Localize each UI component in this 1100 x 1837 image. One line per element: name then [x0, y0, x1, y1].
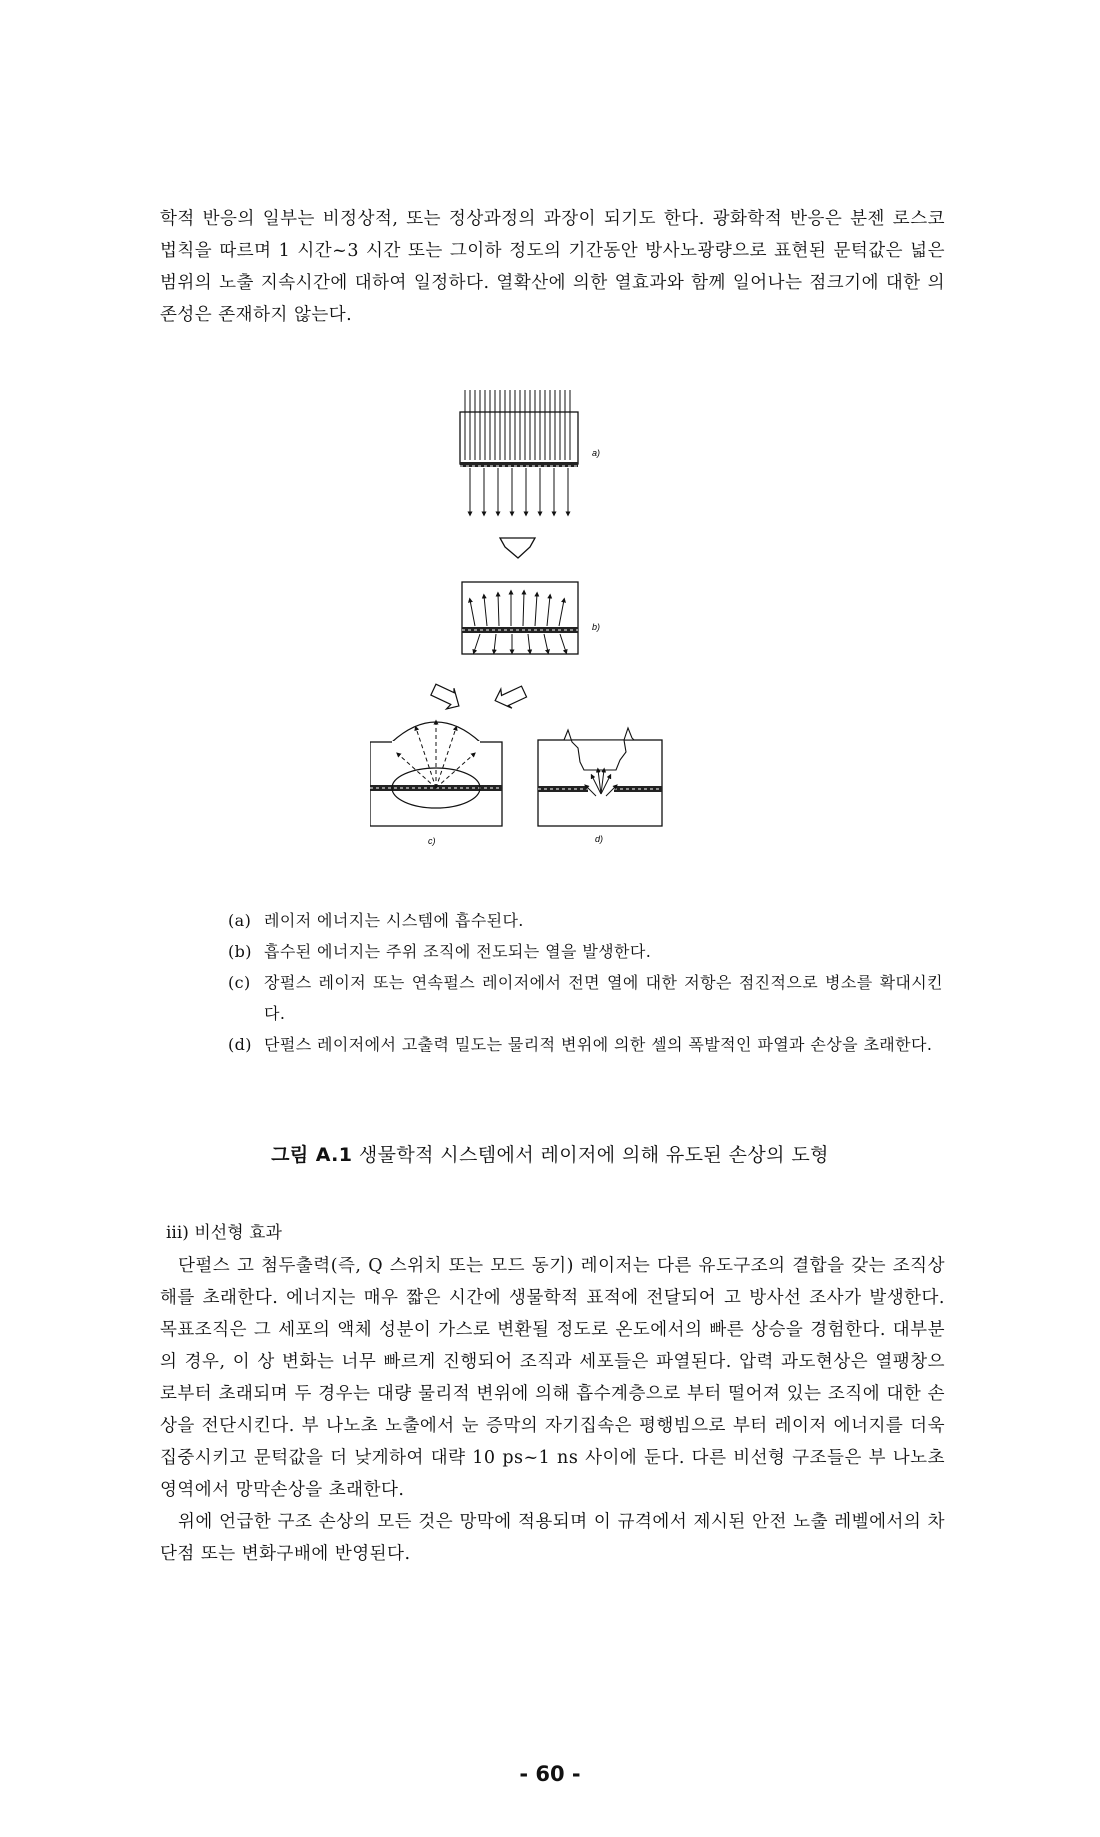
- panel-b-diagram: [462, 582, 578, 654]
- panel-c-diagram: [370, 722, 502, 826]
- caption-item-b: [228, 936, 943, 967]
- caption-text: 흡수된 에너지는 주위 조직에 전도되는 열을 발생한다.: [264, 942, 652, 961]
- caption-item-d: [228, 1029, 943, 1060]
- body-paragraph-2: 위에 언급한 구조 손상의 모든 것은 망막에 적용되며 이 규격에서 제시된 안전 노출 레벨에서의 차단점 또는 변화구배에 반영된다.: [160, 1512, 945, 1564]
- caption-item-a: [228, 905, 943, 936]
- panel-a-label: a): [592, 448, 601, 458]
- panel-d-label: d): [595, 834, 604, 844]
- figure-title: [0, 1140, 1100, 1167]
- body-text: [160, 1250, 945, 1570]
- body-paragraph-1: 단펄스 고 첨두출력(즉, Q 스위치 또는 모드 동기) 레이저는 다른 유도구조의 결합을 갖는 조직상해를 초래한다. 에너지는 매우 짧은 시간에 생물학적 표적에 전달되어 고 방사선 조사가 발생한다. 목표조직은 그 세포의 액체 성분이 가스로 변환될 정도로 온도에서의 빠른 상승을 경험한다. 대부분의 경우, 이 상 변화는 너무 빠르게 진행되어 조직과 세포들은 파열된다. 압력 과도현상은 열팽창으로부터 초래되며 두 경우는 대량 물리적 변위에 의해 흡수계층으로 부터 떨어져 있는 조직에 대한 손상을 전단시킨다. 부 나노초 노출에서 눈 증막의 자기집속은 평행빔으로 부터 레이저 에너지를 더욱 집중시키고 문턱값을 더 낮게하여 대략 10 ps~1 ns 사이에 둔다. 다른 비선형 구조들은 부 나노초 영역에서 망막손상을 초래한다.: [160, 1256, 945, 1500]
- section-heading: iii) 비선형 효과: [166, 1223, 282, 1243]
- caption-key: (b): [228, 942, 252, 961]
- panel-d-diagram: [538, 728, 662, 826]
- caption-key: (c): [228, 973, 251, 992]
- caption-key: (d): [228, 1035, 252, 1054]
- caption-key: (a): [228, 911, 252, 930]
- laser-damage-figure: [370, 390, 670, 860]
- panel-b-label: b): [592, 622, 601, 632]
- figure-title-text: 생물학적 시스템에서 레이저에 의해 유도된 손상의 도형: [358, 1144, 829, 1166]
- right-arrow-icon: [492, 681, 528, 714]
- panel-a-diagram: [460, 390, 578, 514]
- figure-number: 그림 A.1: [271, 1144, 353, 1166]
- caption-item-c: [228, 967, 943, 1029]
- page-number: - 60 -: [519, 1762, 581, 1786]
- caption-text: 레이저 에너지는 시스템에 흡수된다.: [264, 911, 524, 930]
- caption-text: 단펄스 레이저에서 고출력 밀도는 물리적 변위에 의한 셀의 폭발적인 파열과 손상을 초래한다.: [264, 1035, 933, 1054]
- left-arrow-icon: [428, 681, 464, 714]
- caption-text: 장펄스 레이저 또는 연속펄스 레이저에서 전면 열에 대한 저항은 점진적으로 병소를 확대시킨다.: [264, 973, 943, 1023]
- intro-paragraph: [160, 203, 945, 331]
- caption-list: [228, 905, 943, 1060]
- down-arrow-icon: [500, 538, 535, 558]
- panel-c-label: c): [428, 836, 436, 846]
- intro-text: 학적 반응의 일부는 비정상적, 또는 정상과정의 과장이 되기도 한다. 광화학적 반응은 분젠 로스코 법칙을 따르며 1 시간~3 시간 또는 그이하 정도의 기간동안 방사노광량으로 표현된 문턱값은 넓은 범위의 노출 지속시간에 대하여 일정하다. 열확산에 의한 열효과와 함께 일어나는 점크기에 대한 의존성은 존재하지 않는다.: [160, 209, 945, 325]
